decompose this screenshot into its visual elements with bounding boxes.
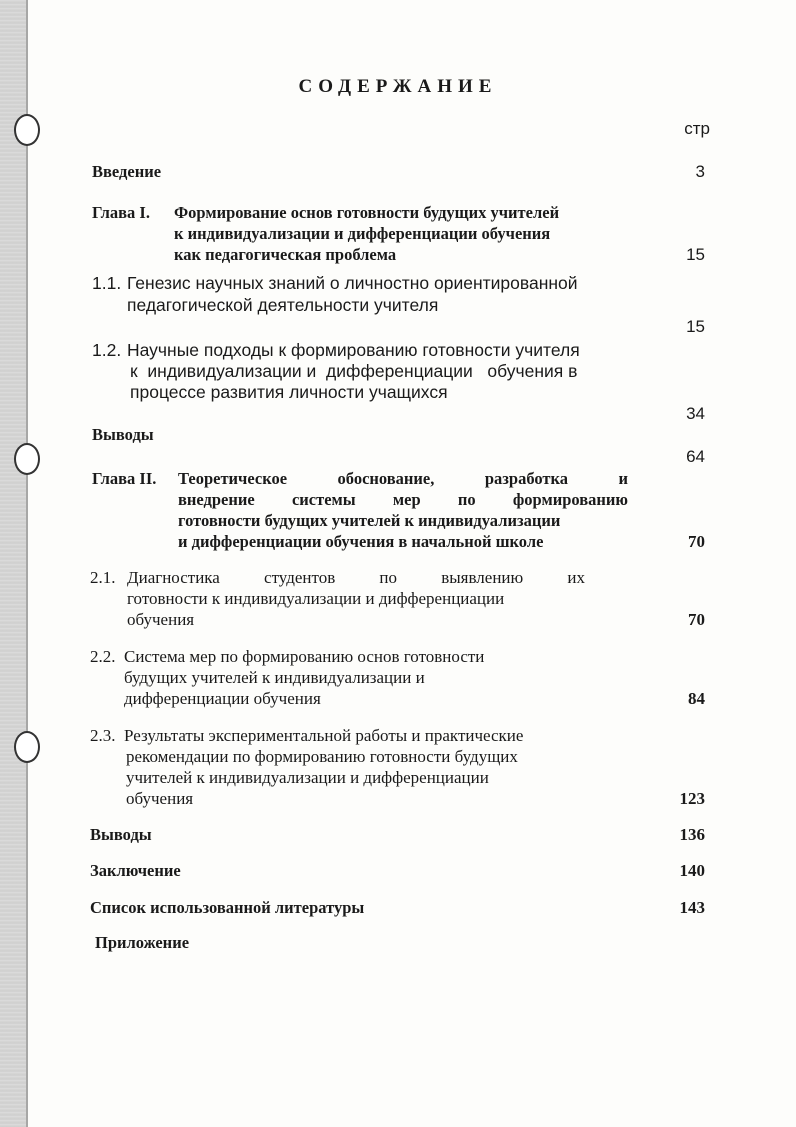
toc-entry-line: Система мер по формированию основ готовности	[124, 647, 485, 666]
toc-entry-title: Выводы	[90, 825, 152, 844]
toc-page-number: 70	[688, 532, 705, 551]
punch-hole	[14, 443, 40, 475]
toc-page-number: 143	[679, 898, 705, 917]
toc-entry-line: дифференциации обучения	[124, 689, 321, 708]
toc-entry-title: Приложение	[95, 933, 190, 952]
toc-section-label: 1.2.	[92, 340, 122, 360]
toc-page-number: 15	[686, 245, 705, 264]
toc-page-number: 84	[688, 689, 705, 708]
toc-entry-line: внедрение системы мер по формированию	[178, 490, 628, 509]
punch-hole	[14, 731, 40, 763]
toc-page-number: 70	[688, 610, 705, 629]
toc-entry-title: Выводы	[92, 425, 154, 444]
toc-section-label: 2.2.	[90, 647, 116, 666]
toc-entry-line: готовности к индивидуализации и дифференциации	[127, 589, 505, 608]
toc-entry-line: как педагогическая проблема	[174, 245, 397, 264]
toc-entry-title: Введение	[92, 162, 162, 181]
toc-entry-line: Результаты экспериментальной работы и практические	[124, 726, 524, 745]
toc-entry-line: Теоретическое обоснование, разработка и	[178, 469, 628, 488]
toc-entry-line: к индивидуализации и дифференциации обучения	[174, 224, 551, 243]
toc-entry-line: учителей к индивидуализации и дифференциации	[126, 768, 489, 787]
toc-page-number: 34	[686, 404, 705, 423]
toc-chapter-label: Глава II.	[92, 469, 157, 488]
toc-entry-title: Список использованной литературы	[90, 898, 365, 917]
toc-page-number: 3	[695, 162, 705, 181]
toc-entry-line: Генезис научных знаний о личностно ориентированной	[127, 273, 578, 293]
toc-entry-line: рекомендации по формированию готовности будущих	[126, 747, 518, 766]
toc-entry-line: Диагностика студентов по выявлению их	[127, 568, 585, 587]
toc-page-number: 136	[679, 825, 705, 844]
toc-section-label: 1.1.	[92, 273, 122, 293]
page-title: СОДЕРЖАНИЕ	[298, 76, 498, 97]
toc-section-label: 2.1.	[90, 568, 116, 587]
toc-entry-line: обучения	[127, 610, 195, 629]
toc-entry-line: Научные подходы к формированию готовности учителя	[127, 340, 580, 360]
punch-hole	[14, 114, 40, 146]
toc-entry-line: процессе развития личности учащихся	[130, 382, 448, 402]
toc-section-label: 2.3.	[90, 726, 116, 745]
page-column-label: стр	[684, 119, 710, 138]
scan-edge	[0, 0, 26, 1127]
scan-edge-line	[26, 0, 28, 1127]
toc-chapter-label: Глава I.	[92, 203, 150, 222]
toc-entry-line: педагогической деятельности учителя	[127, 295, 439, 315]
toc-page-number: 15	[686, 317, 705, 336]
toc-page-number: 123	[679, 789, 705, 808]
toc-entry-title: Заключение	[90, 861, 181, 880]
toc-entry-line: и дифференциации обучения в начальной школе	[178, 532, 544, 551]
toc-page-number: 64	[686, 447, 705, 466]
toc-page-number: 140	[679, 861, 705, 880]
toc-entry-line: будущих учителей к индивидуализации и	[124, 668, 425, 687]
toc-entry-line: к индивидуализации и дифференциации обучения в	[130, 361, 578, 381]
toc-entry-line: обучения	[126, 789, 194, 808]
toc-entry-line: Формирование основ готовности будущих учителей	[174, 203, 560, 222]
toc-entry-line: готовности будущих учителей к индивидуализации	[178, 511, 561, 530]
